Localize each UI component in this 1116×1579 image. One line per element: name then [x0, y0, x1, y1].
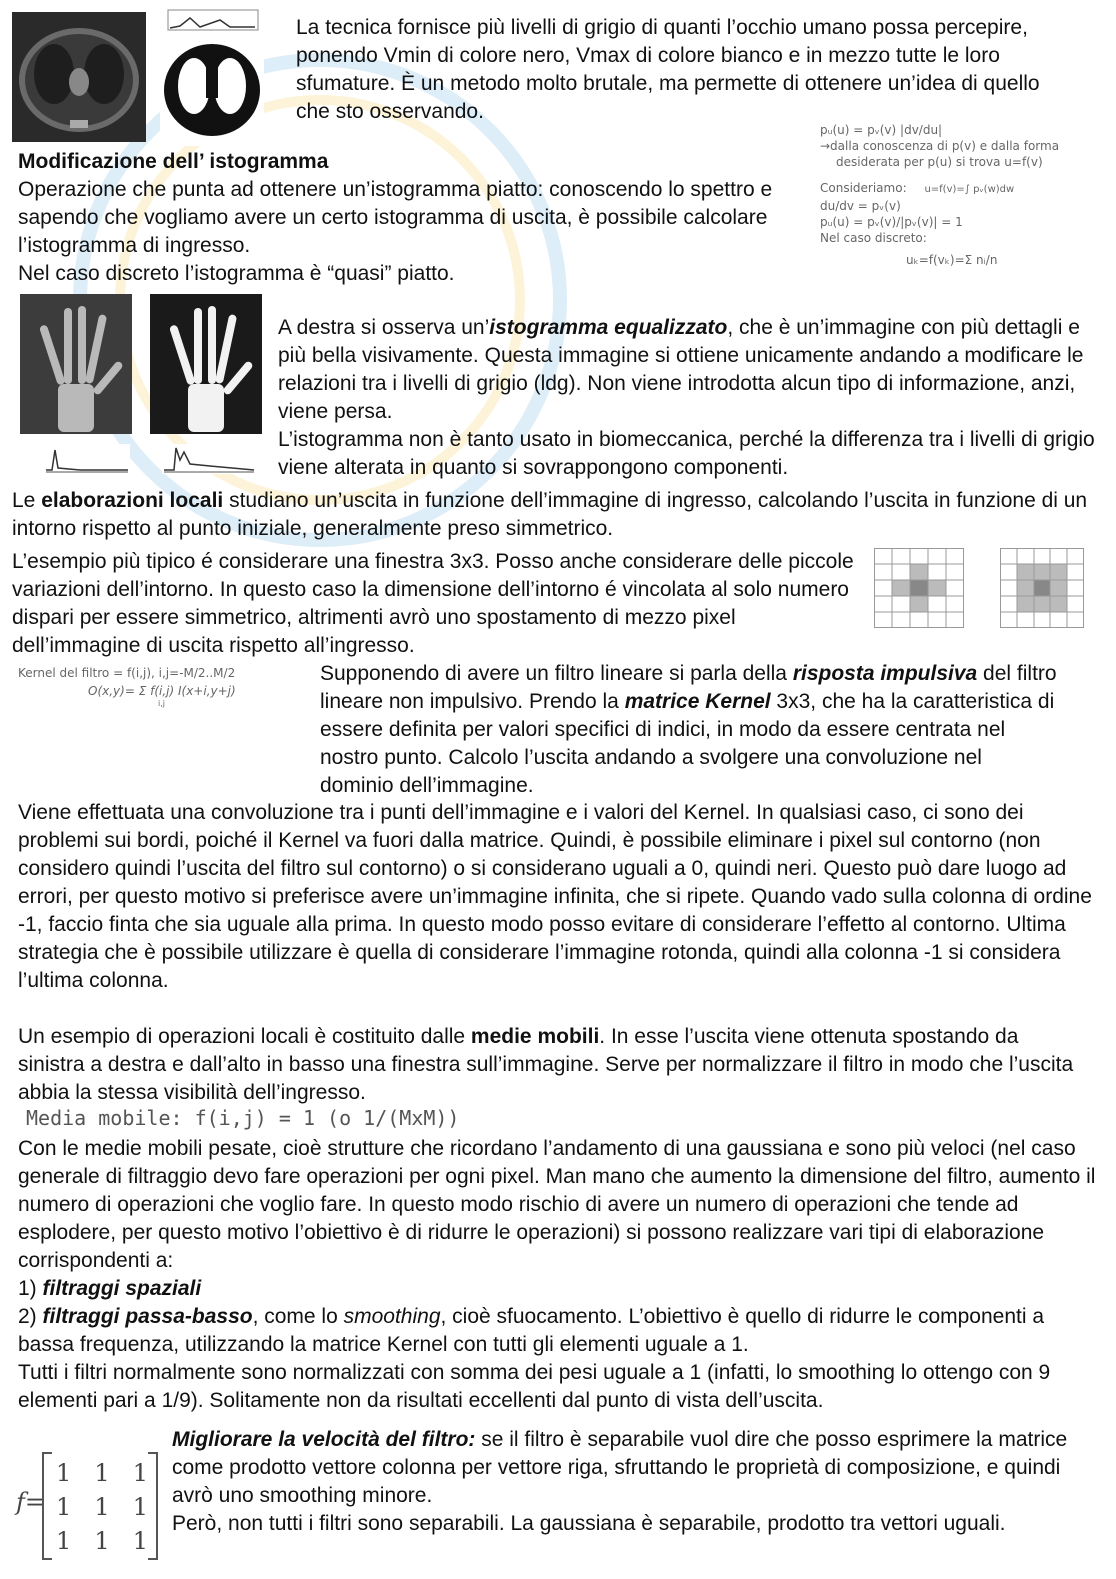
histogram-section [18, 148, 808, 288]
section-heading: Modificazione dell’ istogramma [18, 150, 329, 173]
histogram-discrete: Nel caso discreto l’istogramma è “quasi” piatto. [18, 262, 455, 285]
moving-average-term: medie mobili [470, 1025, 600, 1048]
ct-scan-equalized-image [160, 8, 264, 146]
equalized-paragraph-2: L’istogramma non è tanto usato in biomeccanica, perché la differenza tra i livelli di grigio viene alterata in quanto si sovrappongono componenti. [278, 428, 1095, 479]
kernel-grid-3x3 [874, 548, 964, 628]
list-item-lowpass: 2) filtraggi passa-basso, come lo smoothing, cioè sfuocamento. L’obiettivo è quello di ridurre le componenti a bassa frequenza, utilizzando la matrice Kernel con tutti gli elementi uguale a 1. [18, 1305, 1045, 1356]
hand-xray-equalized [150, 294, 262, 476]
local-term: elaborazioni locali [41, 489, 224, 512]
formula-line: pᵤ(u) = pᵥ(v) |dv/du| [820, 123, 943, 137]
speed-paragraph-2: Però, non tutti i filtri sono separabili. La gaussiana è separabile, prodotto tra vettori uguali. [172, 1512, 1006, 1535]
speed-paragraph: Migliorare la velocità del filtro: se il filtro è separabile vuol dire che posso esprimere la matrice come prodotto vettore colonna per vettore riga, sfruttando le proprietà di composizione, e quindi avrò uno smoothing minore. [172, 1428, 1068, 1507]
weighted-section [18, 1135, 1098, 1415]
hand-xray-original [20, 294, 132, 476]
equalized-section [278, 314, 1096, 482]
formula-line: →dalla conoscenza di p(v) e dalla forma [820, 139, 1060, 153]
formula-line: Consideriamo: u=f(v)=∫ pᵥ(w)dw [820, 181, 1015, 195]
list-item-spatial: 1) filtraggi spaziali [18, 1277, 202, 1300]
kernel-formula [18, 664, 310, 708]
histogram-formula-box [820, 122, 1102, 302]
kernel-formula-line: O(x,y)= Σ f(i,j) I(x+i,y+j) [88, 684, 236, 698]
kernel-grid-extended [1000, 548, 1084, 628]
speed-section [172, 1426, 1072, 1538]
kernel-matrix-term: matrice Kernel [624, 690, 771, 713]
window-paragraph: L’esempio più tipico é considerare una finestra 3x3. Posso anche considerare delle piccole variazioni dell’intorno. In questo caso la dimensione dell’intorno é vincolata al solo numero dispari per essere simmetrico, altrimenti avrò uno spostamento di mezzo pixel dell’immagine di uscita rispetto all’ingresso. [12, 550, 854, 657]
moving-average-formula: Media mobile: f(i,j) = 1 (o 1/(MxM)) [26, 1106, 460, 1130]
convolution-paragraph: Viene effettuata una convoluzione tra i punti dell’immagine e i valori del Kernel. In qualsiasi caso, ci sono dei problemi sui bordi, poiché il Kernel va fuori dalla matrice. Quindi, è possibile eliminare i pixel sul contorno (non considero quindi l’uscita del filtro sul contorno) o si considerano uguali a 0, quindi neri. Questo può dare luogo ad errori, per questo motivo si preferisce avere un’immagine infinita, che si ripete. Quando vado sulla colonna di ordine -1, faccio finta che sia uguale alla prima. In questo modo posso evitare di considerare l’effetto al contorno. Ultima strategia che è possibile utilizzare è quella di considerare l’immagine rotonda, quindi alla colonna -1 si considera l’ultima colonna. [18, 801, 1092, 992]
formula-line: du/dv = pᵥ(v) [820, 199, 901, 213]
local-processing-paragraph: Le elaborazioni locali studiano un’uscita in funzione dell’immagine di ingresso, calcolando l’uscita in funzione di un intorno rispetto al punto iniziale, generalmente preso simmetrico. [12, 489, 1088, 540]
ct-scan-image [12, 12, 146, 142]
impulse-term: risposta impulsiva [792, 662, 978, 685]
histogram-body: Operazione che punta ad ottenere un’istogramma piatto: conoscendo lo spettro e sapendo che vogliamo avere un certo istogramma di uscita, è possibile calcolare l’istogramma di ingresso. [18, 178, 773, 257]
matrix-bracket-right [148, 1452, 158, 1560]
kernel-formula-sub: i,j [158, 699, 165, 708]
matrix-label: f= [16, 1488, 45, 1516]
kernel-formula-line: Kernel del filtro = f(i,j), i,j=-M/2..M/2 [18, 666, 236, 680]
equalized-paragraph: A destra si osserva un’istogramma equalizzato, che è un’immagine con più dettagli e più bella visivamente. Questa immagine si ottiene unicamente andando a modificare le relazioni tra i livelli di grigio (ldg). Non viene introdotta alcun tipo di informazione, anzi, viene persa. [278, 316, 1084, 423]
intro-paragraph: La tecnica fornisce più livelli di grigio di quanti l’occhio umano possa percepire, ponendo Vmin di colore nero, Vmax di colore bianco e in mezzo tutte le loro sfumature. È un metodo molto brutale, ma permette di ottenere un’idea di quello che sto osservando. [296, 16, 1040, 123]
matrix-row: 1 1 1 [56, 1493, 148, 1521]
matrix-bracket-left [42, 1452, 52, 1560]
formula-line: pᵤ(u) = pᵥ(v)/|pᵥ(v)| = 1 [820, 215, 963, 229]
formula-line: desiderata per p(u) si trova u=f(v) [836, 155, 1043, 169]
equalized-term: istogramma equalizzato [489, 316, 728, 339]
weighted-paragraph: Con le medie mobili pesate, cioè strutture che ricordano l’andamento di una gaussiana e sono più veloci (nel caso generale di filtraggio devo fare operazioni per ogni pixel. Man mano che aumento la dimensione del filtro, aumento il numero di operazioni che voglio fare. In questo modo rischio di avere un numero di operazioni che tende ad esplodere, per questo motivo l’obiettivo è di ridurre le operazioni) si possono realizzare vari tipi di elaborazione corrispondenti a: [18, 1137, 1096, 1272]
smoothing-matrix [16, 1452, 162, 1564]
formula-line: uₖ=f(vₖ)=Σ nᵢ/n [906, 253, 998, 267]
moving-average-paragraph: Un esempio di operazioni locali è costituito dalle medie mobili. In esse l’uscita viene ottenuta spostando da sinistra a destra e dall’alto in basso una finestra sull’immagine. Serve per normalizzare il filtro in modo che l’uscita abbia la stessa visibilità dell’ingresso. [18, 1025, 1074, 1104]
impulse-paragraph: Supponendo di avere un filtro lineare si parla della risposta impulsiva del filtro lineare non impulsivo. Prendo la matrice Kernel 3x3, che ha la caratteristica di essere definita per valori specifici di indici, in modo da essere centrata nel nostro punto. Calcolo l’uscita andando a svolgere una convoluzione nel dominio dell’immagine. [320, 662, 1057, 797]
matrix-row: 1 1 1 [56, 1459, 148, 1487]
formula-line: Nel caso discreto: [820, 231, 927, 245]
normalized-paragraph: Tutti i filtri normalmente sono normalizzati con somma dei pesi uguale a 1 (infatti, lo smoothing lo ottengo con 9 elementi pari a 1/9). Solitamente non da risultati eccellenti dal punto di vista dell’uscita. [18, 1361, 1051, 1412]
matrix-row: 1 1 1 [56, 1527, 148, 1555]
speed-term: Migliorare la velocità del filtro: [172, 1428, 476, 1451]
